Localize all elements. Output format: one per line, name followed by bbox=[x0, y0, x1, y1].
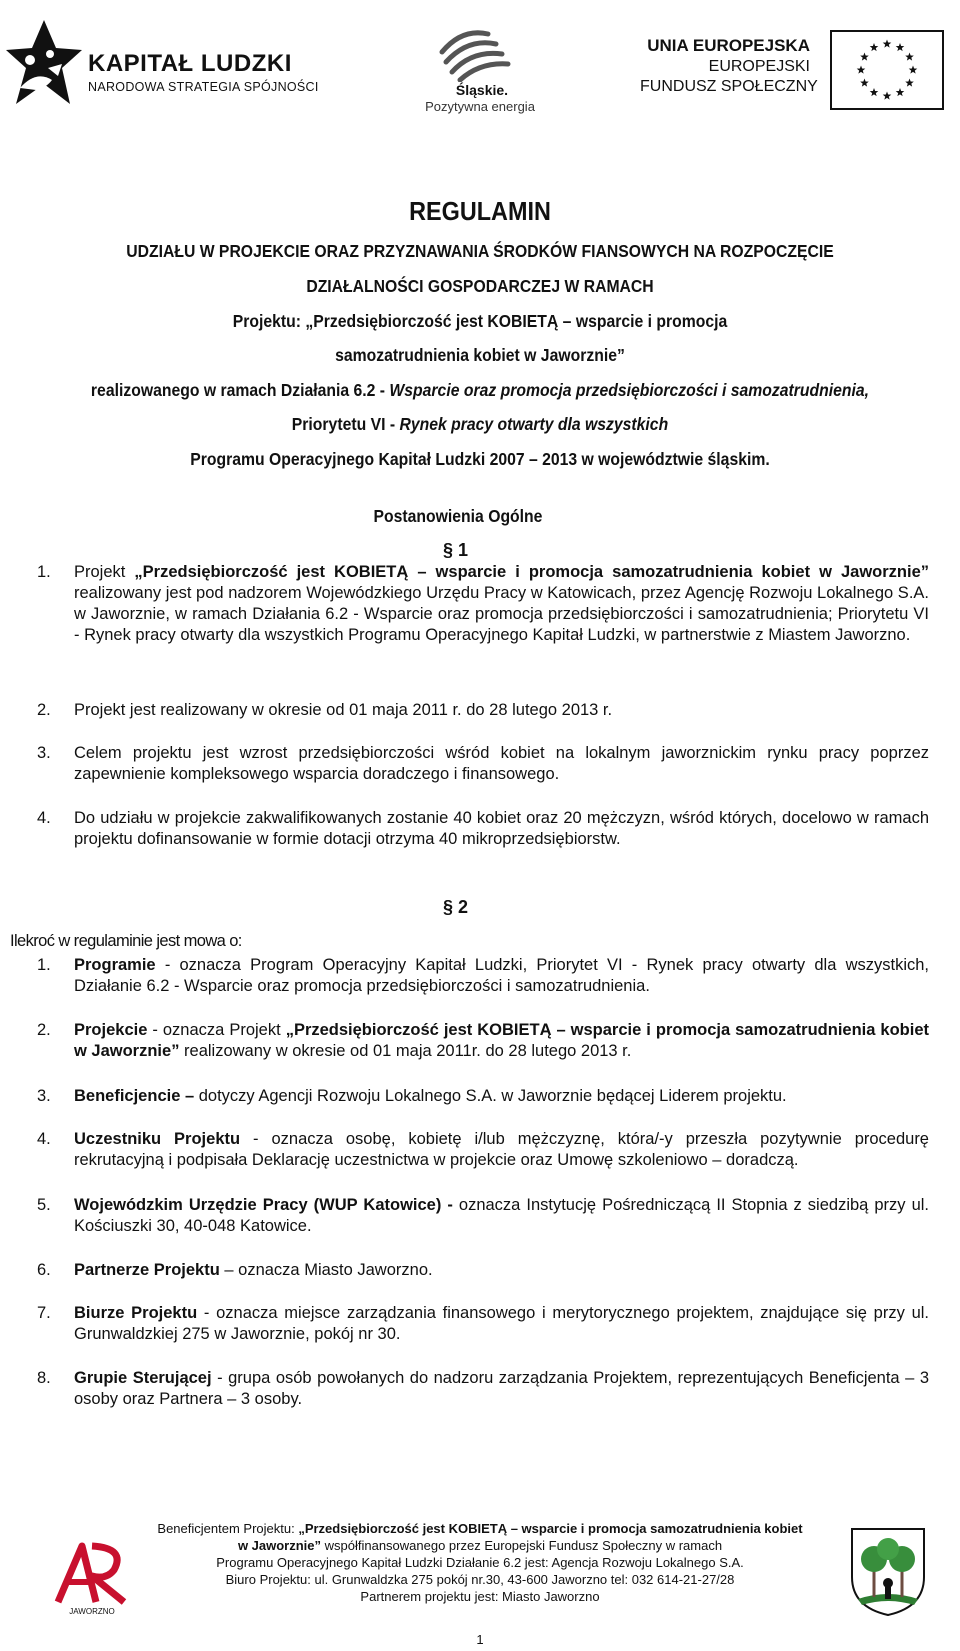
ar-logo-icon bbox=[52, 1538, 132, 1618]
eu-line3: FUNDUSZ SPOŁECZNY bbox=[640, 78, 818, 95]
item-number: 1. bbox=[37, 563, 51, 581]
section-2-sign: § 2 bbox=[443, 897, 469, 917]
footer-project-name: w Jaworznie” bbox=[237, 1538, 322, 1553]
item-number: 2. bbox=[37, 1021, 51, 1039]
eu-star-icon bbox=[860, 53, 869, 61]
eu-star-icon bbox=[860, 79, 869, 87]
general-item-3 bbox=[37, 743, 929, 785]
title-line-5-prefix: realizowanego w ramach Działania 6.2 - bbox=[90, 380, 390, 400]
title-line-3: Projektu: „Przedsiębiorczość jest KOBIETĄ – wsparcie i promocja bbox=[232, 311, 728, 331]
footer-line-1 bbox=[140, 1520, 820, 1537]
title-line-6 bbox=[48, 414, 912, 435]
item-number: 5. bbox=[37, 1196, 51, 1214]
slaskie-logo bbox=[410, 22, 550, 132]
eu-flag-icon bbox=[830, 30, 944, 110]
footer-text-part: Beneficjentem Projektu: bbox=[157, 1521, 299, 1536]
slaskie-subtitle: Pozytywna energia bbox=[425, 99, 535, 114]
definition-text: - oznacza Projekt bbox=[147, 1021, 286, 1039]
item-text: Do udziału w projekcie zakwalifikowanych zostanie 40 kobiet oraz 20 mężczyzn, wśród których, docelowo w ramach projektu dofinansowanie w formie dotacji otrzyma 40 mikroprzedsiębiorstw. bbox=[74, 809, 929, 848]
item-text: Projekt jest realizowany w okresie od 01 maja 2011 r. do 28 lutego 2013 r. bbox=[74, 701, 613, 719]
definition-text: - oznacza osobę, kobietę i/lub mężczyznę, która/-y przeszła pozytywnie procedurę rekrutacyjną i podpisała Deklarację uczestnictwa w projekcie oraz Umowę szkoleniowo – doradczą. bbox=[74, 1130, 929, 1169]
item-text: realizowany jest pod nadzorem Wojewódzkiego Urzędu Pracy w Katowicach, przez Agencję Rozwoju Lokalnego S.A. w Jaworznie, w ramach Działania 6.2 - Wsparcie oraz promocja przedsiębiorczości i samozatrudnienia; Priorytetu VI - Rynek pracy otwarty dla wszystkich Programu Operacyjnego Kapitał Ludzki, w partnerstwie z Miastem Jaworzno. bbox=[74, 584, 929, 644]
definition-term: Beneficjencie – bbox=[74, 1087, 195, 1105]
definition-text: - grupa osób powołanych do nadzoru zarządzania Projektem, reprezentujących Beneficjenta – 3 osoby oraz Partnera – 3 osoby. bbox=[74, 1369, 929, 1408]
item-number: 6. bbox=[37, 1261, 51, 1279]
footer-text bbox=[140, 1520, 820, 1605]
title-line-5 bbox=[48, 380, 912, 401]
eu-star-icon bbox=[905, 79, 914, 87]
title-line-6-prefix: Priorytetu VI - bbox=[291, 414, 400, 434]
item-number: 3. bbox=[37, 744, 51, 762]
definition-item-3 bbox=[37, 1086, 929, 1107]
eu-star-icon bbox=[870, 43, 879, 51]
title-line-4: samozatrudnienia kobiet w Jaworznie” bbox=[335, 345, 625, 365]
eu-line1: UNIA EUROPEJSKA bbox=[647, 36, 810, 55]
footer-line-2 bbox=[140, 1537, 820, 1554]
kapital-ludzki-star-icon bbox=[6, 18, 82, 106]
slaskie-name: Śląskie. bbox=[455, 82, 509, 98]
eu-star-icon bbox=[896, 88, 905, 96]
title-line-6-italic: Rynek pracy otwarty dla wszystkich bbox=[399, 414, 669, 434]
definition-term: Uczestniku Projektu bbox=[74, 1130, 241, 1148]
kapital-ludzki-logo bbox=[6, 18, 319, 106]
definition-item-7 bbox=[37, 1303, 929, 1345]
title-line-5-italic: Wsparcie oraz promocja przedsiębiorczości i samozatrudnienia, bbox=[389, 380, 870, 400]
eu-star-icon bbox=[870, 88, 879, 96]
definition-item-4 bbox=[37, 1129, 929, 1171]
ar-jaworzno-logo bbox=[52, 1538, 132, 1618]
general-item-2 bbox=[37, 700, 929, 721]
definition-term: Programie bbox=[74, 956, 156, 974]
section-1-sign: § 1 bbox=[443, 540, 469, 560]
item-number: 4. bbox=[37, 1130, 51, 1148]
item-number: 8. bbox=[37, 1369, 51, 1387]
general-heading: Postanowienia Ogólne bbox=[373, 506, 543, 526]
page-number: 1 bbox=[476, 1632, 484, 1647]
definition-text: dotyczy Agencji Rozwoju Lokalnego S.A. w Jaworznie będącej Liderem projektu. bbox=[194, 1087, 787, 1105]
definition-text: - oznacza miejsce zarządzania finansowego i merytorycznego projektem, znajdujące się przy ul. Grunwaldzkiej 275 w Jaworznie, pokój nr 30. bbox=[74, 1304, 929, 1343]
footer-line-5: Partnerem projektu jest: Miasto Jaworzno bbox=[360, 1589, 600, 1604]
ar-logo-text: JAWORZNO bbox=[69, 1607, 115, 1616]
eu-star-icon bbox=[883, 92, 892, 100]
footer-line-3: Programu Operacyjnego Kapitał Ludzki Działanie 6.2 jest: Agencja Rozwoju Lokalnego S.A. bbox=[216, 1555, 744, 1570]
definition-item-5 bbox=[37, 1195, 929, 1237]
item-number: 1. bbox=[37, 956, 51, 974]
definition-item-8 bbox=[37, 1368, 929, 1410]
definition-text: - oznacza Program Operacyjny Kapitał Ludzki, Priorytet VI - Rynek pracy otwarty dla wszystkich, Działanie 6.2 - Wsparcie oraz promocja przedsiębiorczości i samozatrudnienia. bbox=[74, 956, 929, 995]
slaskie-wave-icon bbox=[410, 22, 550, 82]
kapital-ludzki-subtitle: NARODOWA STRATEGIA SPÓJNOŚCI bbox=[88, 80, 319, 94]
jaworzno-coat-of-arms bbox=[848, 1525, 928, 1617]
definition-item-2 bbox=[37, 1020, 929, 1062]
footer-text-part: współfinansowanego przez Europejski Fundusz Społeczny w ramach bbox=[321, 1538, 723, 1553]
eu-star-icon bbox=[883, 40, 892, 48]
definition-term: Projekcie bbox=[74, 1021, 148, 1039]
definition-item-6 bbox=[37, 1260, 929, 1281]
item-number: 3. bbox=[37, 1087, 51, 1105]
item-text: Projekt bbox=[74, 563, 135, 581]
definition-text: realizowany w okresie od 01 maja 2011r. do 28 lutego 2013 r. bbox=[179, 1042, 632, 1060]
eu-line2: EUROPEJSKI bbox=[708, 58, 810, 75]
item-number: 4. bbox=[37, 809, 51, 827]
definition-term: Biurze Projektu bbox=[74, 1304, 198, 1322]
project-name: „Przedsiębiorczość jest KOBIETĄ – wsparcie i promocja samozatrudnienia kobiet w Jaworznie” bbox=[134, 563, 930, 581]
definition-term: Grupie Sterującej bbox=[74, 1369, 212, 1387]
footer-line-4: Biuro Projektu: ul. Grunwaldzka 275 pokój nr.30, 43-600 Jaworzno tel: 032 614-21-27/28 bbox=[225, 1572, 735, 1587]
eu-logo bbox=[640, 30, 950, 110]
eu-star-icon bbox=[905, 53, 914, 61]
item-number: 7. bbox=[37, 1304, 51, 1322]
item-number: 2. bbox=[37, 701, 51, 719]
general-item-1 bbox=[37, 562, 929, 646]
page-title: REGULAMIN bbox=[409, 196, 551, 226]
definitions-intro: Ilekroć w regulaminie jest mowa o: bbox=[10, 932, 242, 950]
definition-text: – oznacza Miasto Jaworzno. bbox=[219, 1261, 433, 1279]
eu-star-icon bbox=[896, 43, 905, 51]
definition-item-1 bbox=[37, 955, 929, 997]
eu-star-icon bbox=[857, 66, 866, 74]
footer-project-name: „Przedsiębiorczość jest KOBIETĄ – wsparcie i promocja samozatrudnienia kobiet bbox=[298, 1521, 803, 1536]
project-name: „Przedsiębiorczość jest KOBIETĄ – wsparcie i promocja samozatrudnienia kobiet w Jaworznie” bbox=[74, 1021, 929, 1060]
definition-term: Wojewódzkim Urzędzie Pracy (WUP Katowice) - bbox=[74, 1196, 453, 1214]
definition-text: oznacza Instytucję Pośredniczącą II Stopnia z siedzibą przy ul. Kościuszki 30, 40-048 Katowice. bbox=[74, 1196, 929, 1235]
title-line-7: Programu Operacyjnego Kapitał Ludzki 2007 – 2013 w województwie śląskim. bbox=[190, 449, 770, 469]
eu-star-icon bbox=[909, 66, 918, 74]
definition-term: Partnerze Projektu bbox=[74, 1261, 220, 1279]
general-item-4 bbox=[37, 808, 929, 850]
item-text: Celem projektu jest wzrost przedsiębiorczości wśród kobiet na lokalnym jaworznickim rynku pracy poprzez zapewnienie kompleksowego wsparcia doradczego i finansowego. bbox=[74, 744, 929, 783]
coat-of-arms-icon bbox=[848, 1525, 928, 1617]
title-line-2: DZIAŁALNOŚCI GOSPODARCZEJ W RAMACH bbox=[306, 276, 654, 296]
title-line-1: UDZIAŁU W PROJEKCIE ORAZ PRZYZNAWANIA ŚRODKÓW FIANSOWYCH NA ROZPOCZĘCIE bbox=[126, 241, 834, 261]
kapital-ludzki-name: KAPITAŁ LUDZKI bbox=[88, 50, 292, 77]
